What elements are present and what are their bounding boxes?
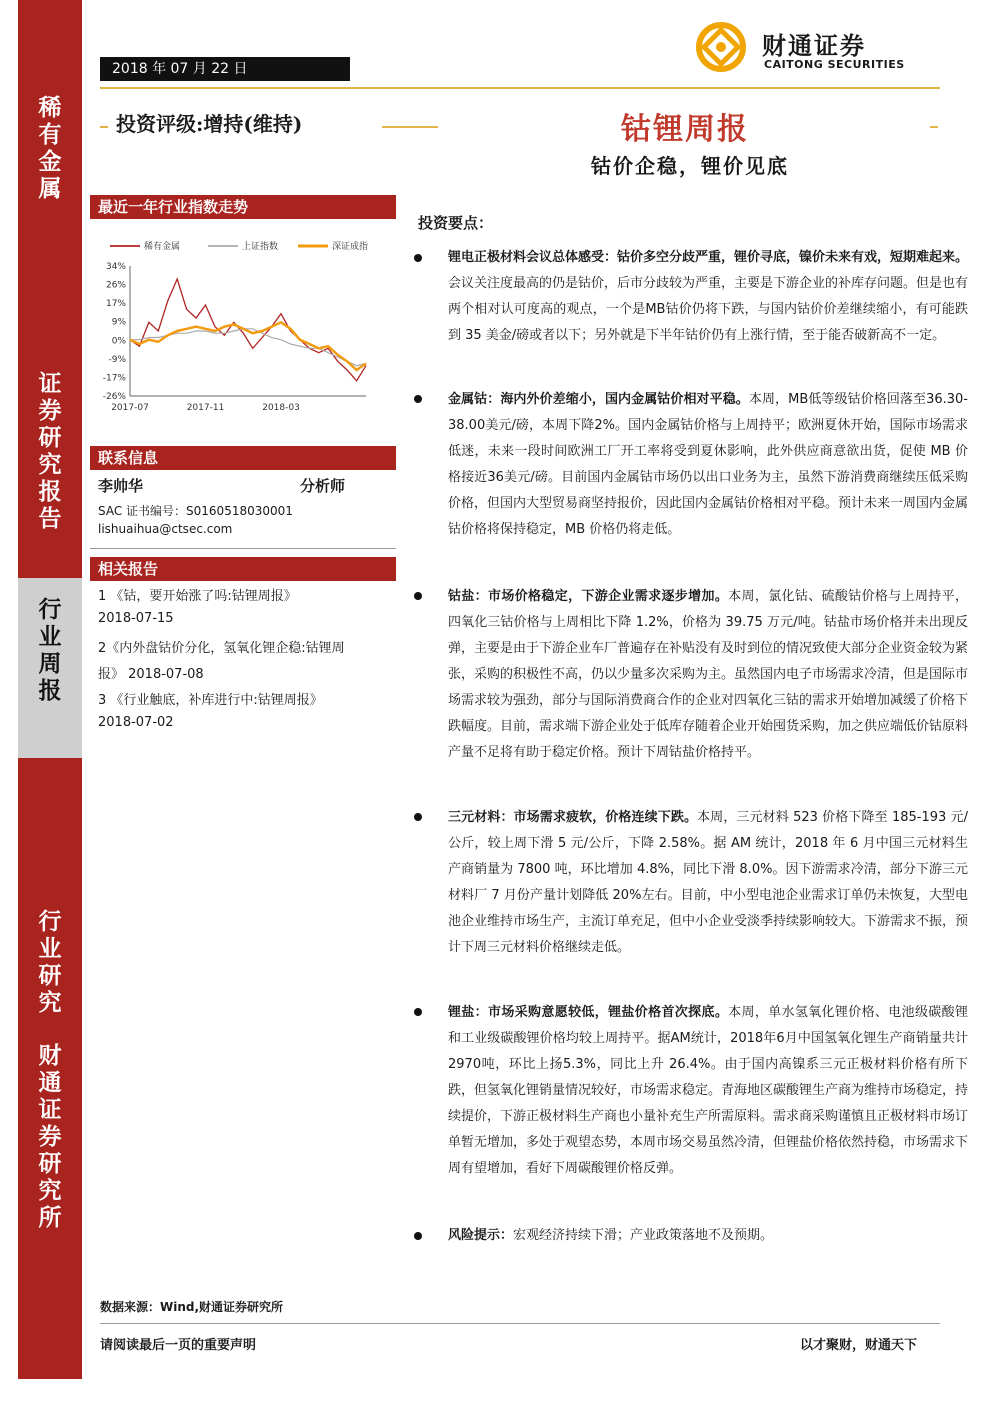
point-paragraph xyxy=(448,1000,968,1182)
report-subtitle: 钴价企稳，锂价见底 xyxy=(591,154,789,178)
point-body: 本周，单水氢氧化锂价格、电池级碳酸锂和工业级碳酸锂价格均较上周持平。据AM统计，2018年6月中国氢氧化锂生产商销量共计 2970吨，环比上扬5.3%，同比上升 26.4%。由于国内高镍系三元正极材料价格有所下跌，但氢氧化锂销量情况较好，市场需求稳定。青海地区碳酸锂生产商为维持市场稳定，持续提价，下游正极材料生产商也小量补充生产所需原料。需求商采购谨慎且正极材料市场订单暂无增加，多处于观望态势，本周市场交易虽然冷清，但锂盐价格依然持稳，市场需求下周有望增加，看好下周碳酸锂价格反弹。 xyxy=(448,1005,969,1176)
chart-y-tick-label: 0% xyxy=(111,336,126,347)
data-source-note: 数据来源：Wind,财通证券研究所 xyxy=(100,1300,284,1314)
logo-chinese-name: 财通证券 xyxy=(762,32,866,60)
sidebar-char: 研 xyxy=(38,962,62,989)
point-paragraph xyxy=(448,245,968,349)
sidebar-char: 究 xyxy=(38,989,62,1016)
point-lead: 锂电正极材料会议总体感受：钴价多空分歧严重，锂价寻底，镍价未来有戏，短期难起来。 xyxy=(448,250,969,265)
sidebar-char: 业 xyxy=(38,623,62,650)
sidebar-char: 券 xyxy=(38,1123,62,1150)
sidebar-char: 有 xyxy=(38,121,62,148)
index-chart-svg xyxy=(90,230,396,420)
point-body: 本周，MB低等级钴价格回落至36.30-38.00美元/磅，本周下降2%。国内金属钴价格与上周持平；欧洲夏休开始，国际市场需求低迷，未来一段时间欧洲工厂开工率将受到夏休影响，此外供应商意欲出货，促使 MB 价格接近36美元/磅。目前国内金属钴市场仍以出口业务为主，虽然下游消费商继续压低采购价格，但国内大型贸易商坚持报价，因此国内金属钴价格相对平稳。预计未来一周国内金属钴价格将保持稳定，MB 价格仍将走低。 xyxy=(448,392,969,537)
logo-english-name: CAITONG SECURITIES xyxy=(764,58,905,71)
sidebar-weekly-label xyxy=(18,596,82,704)
point-body: 会议关注度最高的仍是钴价，后市分歧较为严重，主要是下游企业的补库存问题。但是也有两个相对认可度高的观点，一个是MB钴价仍将下跌，与国内钴价价差继续缩小，有可能跌到 35 美金/磅或者以下；另外就是下半年钴价仍有上涨行情，至于能否破新高不一定。 xyxy=(448,276,969,343)
sidebar-char: 报 xyxy=(38,677,62,704)
key-points-heading: 投资要点： xyxy=(418,214,494,232)
point-paragraph xyxy=(448,584,968,766)
footer-slogan: 以才聚财，财通天下 xyxy=(800,1338,918,1353)
sidebar-char: 研 xyxy=(38,1150,62,1177)
chart-y-tick-label: 17% xyxy=(105,299,126,310)
rating-dash-left xyxy=(100,126,108,128)
chart-x-tick-label: 2017-11 xyxy=(186,403,225,413)
sidebar-char: 通 xyxy=(38,1069,62,1096)
related-report-date: 2018-07-15 xyxy=(98,611,174,626)
footer-divider xyxy=(100,1323,940,1324)
sidebar-industry-research-label xyxy=(18,908,82,1016)
related-report-item[interactable]: 2《内外盘钴价分化，氢氧化锂企稳:钴锂周 xyxy=(98,641,345,656)
related-report-date: 2018-07-02 xyxy=(98,715,174,730)
sidebar-char: 金 xyxy=(38,148,62,175)
report-date: 2018 年 07 月 22 日 xyxy=(100,57,350,81)
point-lead: 三元材料：市场需求疲软，价格连续下跌。 xyxy=(448,810,698,825)
investment-rating: 投资评级:增持(维持) xyxy=(116,112,303,136)
sidebar-char: 行 xyxy=(38,596,62,623)
sidebar-char: 告 xyxy=(38,505,62,532)
risk-paragraph xyxy=(448,1223,968,1249)
chart-y-tick-label: -26% xyxy=(102,392,126,402)
sidebar-sector-label xyxy=(18,94,82,202)
bullet-icon xyxy=(414,1232,422,1240)
chart-legend-label: 稀有金属 xyxy=(144,242,181,252)
sidebar-char: 证 xyxy=(38,1096,62,1123)
company-logo xyxy=(692,22,922,72)
related-section-heading: 相关报告 xyxy=(90,557,396,581)
chart-y-tick-label: 34% xyxy=(105,262,126,272)
sidebar-char: 究 xyxy=(38,451,62,478)
caitong-logo-icon xyxy=(692,22,750,72)
bullet-icon xyxy=(414,254,422,262)
sidebar-char: 究 xyxy=(38,1177,62,1204)
sidebar-institute-label xyxy=(18,1042,82,1231)
point-body: 本周，三元材料 523 价格下降至 185-193 元/公斤，较上周下滑 5 元/公斤，下降 2.58%。据 AM 统计，2018 年 6 月中国三元材料生产商销量为 7800 吨，环比增加 4.8%，同比下滑 8.0%。因下游需求冷清，部分下游三元材料厂 7 月份产量计划降低 20%左右。目前，中小型电池企业需求订单仍未恢复，大型电池企业维持市场生产，主流订单充足，但中小企业受淡季持续影响较大。下游需求不振，预计下周三元材料价格继续走低。 xyxy=(448,810,969,955)
chart-legend-label: 上证指数 xyxy=(242,242,279,252)
point-lead: 金属钴：海内外价差缩小，国内金属钴价相对平稳。 xyxy=(448,392,749,407)
contact-divider xyxy=(90,548,396,549)
sidebar-char: 所 xyxy=(38,1204,62,1231)
title-dash-right xyxy=(930,126,938,128)
analyst-name: 李帅华 xyxy=(98,477,144,495)
chart-legend-label: 深证成指 xyxy=(332,242,369,252)
sidebar-char: 稀 xyxy=(38,94,62,121)
chart-y-tick-label: -9% xyxy=(108,354,126,365)
related-report-item[interactable]: 3 《行业触底，补库进行中:钴锂周报》 xyxy=(98,693,323,708)
sidebar-char: 报 xyxy=(38,478,62,505)
index-chart xyxy=(90,230,396,420)
point-lead: 风险提示： xyxy=(448,1228,514,1243)
point-body: 本周，氯化钴、硫酸钴价格与上周持平，四氧化三钴价格与上周相比下降 1.2%，价格为 39.75 万元/吨。钴盐市场价格并未出现反弹，主要是由于下游企业车厂普遍存在补贴没有及时到位的情况致使大部分企业资金较为紧张，采购的积极性不高，仍以少量多次采购为主。虽然国内电子市场需求冷清，但是国际市场需求较为强劲，部分与国际消费商合作的企业对四氧化三钴的需求开始增加减缓了价格下跌幅度。目前，需求端下游企业处于低库存随着企业开始囤货采购，加之供应端低价钴原料产量不足将有助于稳定价格。预计下周钴盐价格持平。 xyxy=(448,589,969,760)
sidebar-report-type-label xyxy=(18,370,82,532)
chart-y-tick-label: -17% xyxy=(102,373,126,384)
chart-y-tick-label: 9% xyxy=(111,317,126,328)
chart-x-tick-label: 2018-03 xyxy=(262,403,300,413)
point-body: 宏观经济持续下滑；产业政策落地不及预期。 xyxy=(513,1228,774,1243)
sidebar-char: 证 xyxy=(38,370,62,397)
point-paragraph xyxy=(448,805,968,961)
sidebar-char: 财 xyxy=(38,1042,62,1069)
related-report-item[interactable]: 1 《钴，要开始涨了吗:钴锂周报》 xyxy=(98,589,297,604)
sidebar-char: 属 xyxy=(38,175,62,202)
point-paragraph xyxy=(448,387,968,543)
chart-section-heading: 最近一年行业指数走势 xyxy=(90,195,396,219)
point-lead: 钴盐：市场价格稳定，下游企业需求逐步增加。 xyxy=(448,589,729,604)
chart-y-tick-label: 26% xyxy=(105,280,126,291)
chart-x-tick-label: 2017-07 xyxy=(111,403,149,413)
rating-dash-right xyxy=(382,126,438,128)
analyst-sac-number: SAC 证书编号：S0160518030001 xyxy=(98,504,293,518)
sidebar-char: 券 xyxy=(38,397,62,424)
bullet-icon xyxy=(414,395,422,403)
analyst-role: 分析师 xyxy=(300,477,346,495)
footer-disclaimer-link[interactable]: 请阅读最后一页的重要声明 xyxy=(100,1338,257,1353)
sidebar-char: 周 xyxy=(38,650,62,677)
sidebar-char: 行 xyxy=(38,908,62,935)
bullet-icon xyxy=(414,1008,422,1016)
header-divider xyxy=(100,87,940,89)
contact-section-heading: 联系信息 xyxy=(90,446,396,470)
sidebar-char: 研 xyxy=(38,424,62,451)
chart-series-line xyxy=(130,322,366,370)
related-report-item-cont: 报》 2018-07-08 xyxy=(98,667,204,682)
analyst-email[interactable]: lishuaihua@ctsec.com xyxy=(98,522,233,536)
point-lead: 锂盐：市场采购意愿较低，锂盐价格首次探底。 xyxy=(448,1005,729,1020)
sidebar-char: 业 xyxy=(38,935,62,962)
bullet-icon xyxy=(414,813,422,821)
bullet-icon xyxy=(414,592,422,600)
report-title: 钴锂周报 xyxy=(621,112,749,147)
